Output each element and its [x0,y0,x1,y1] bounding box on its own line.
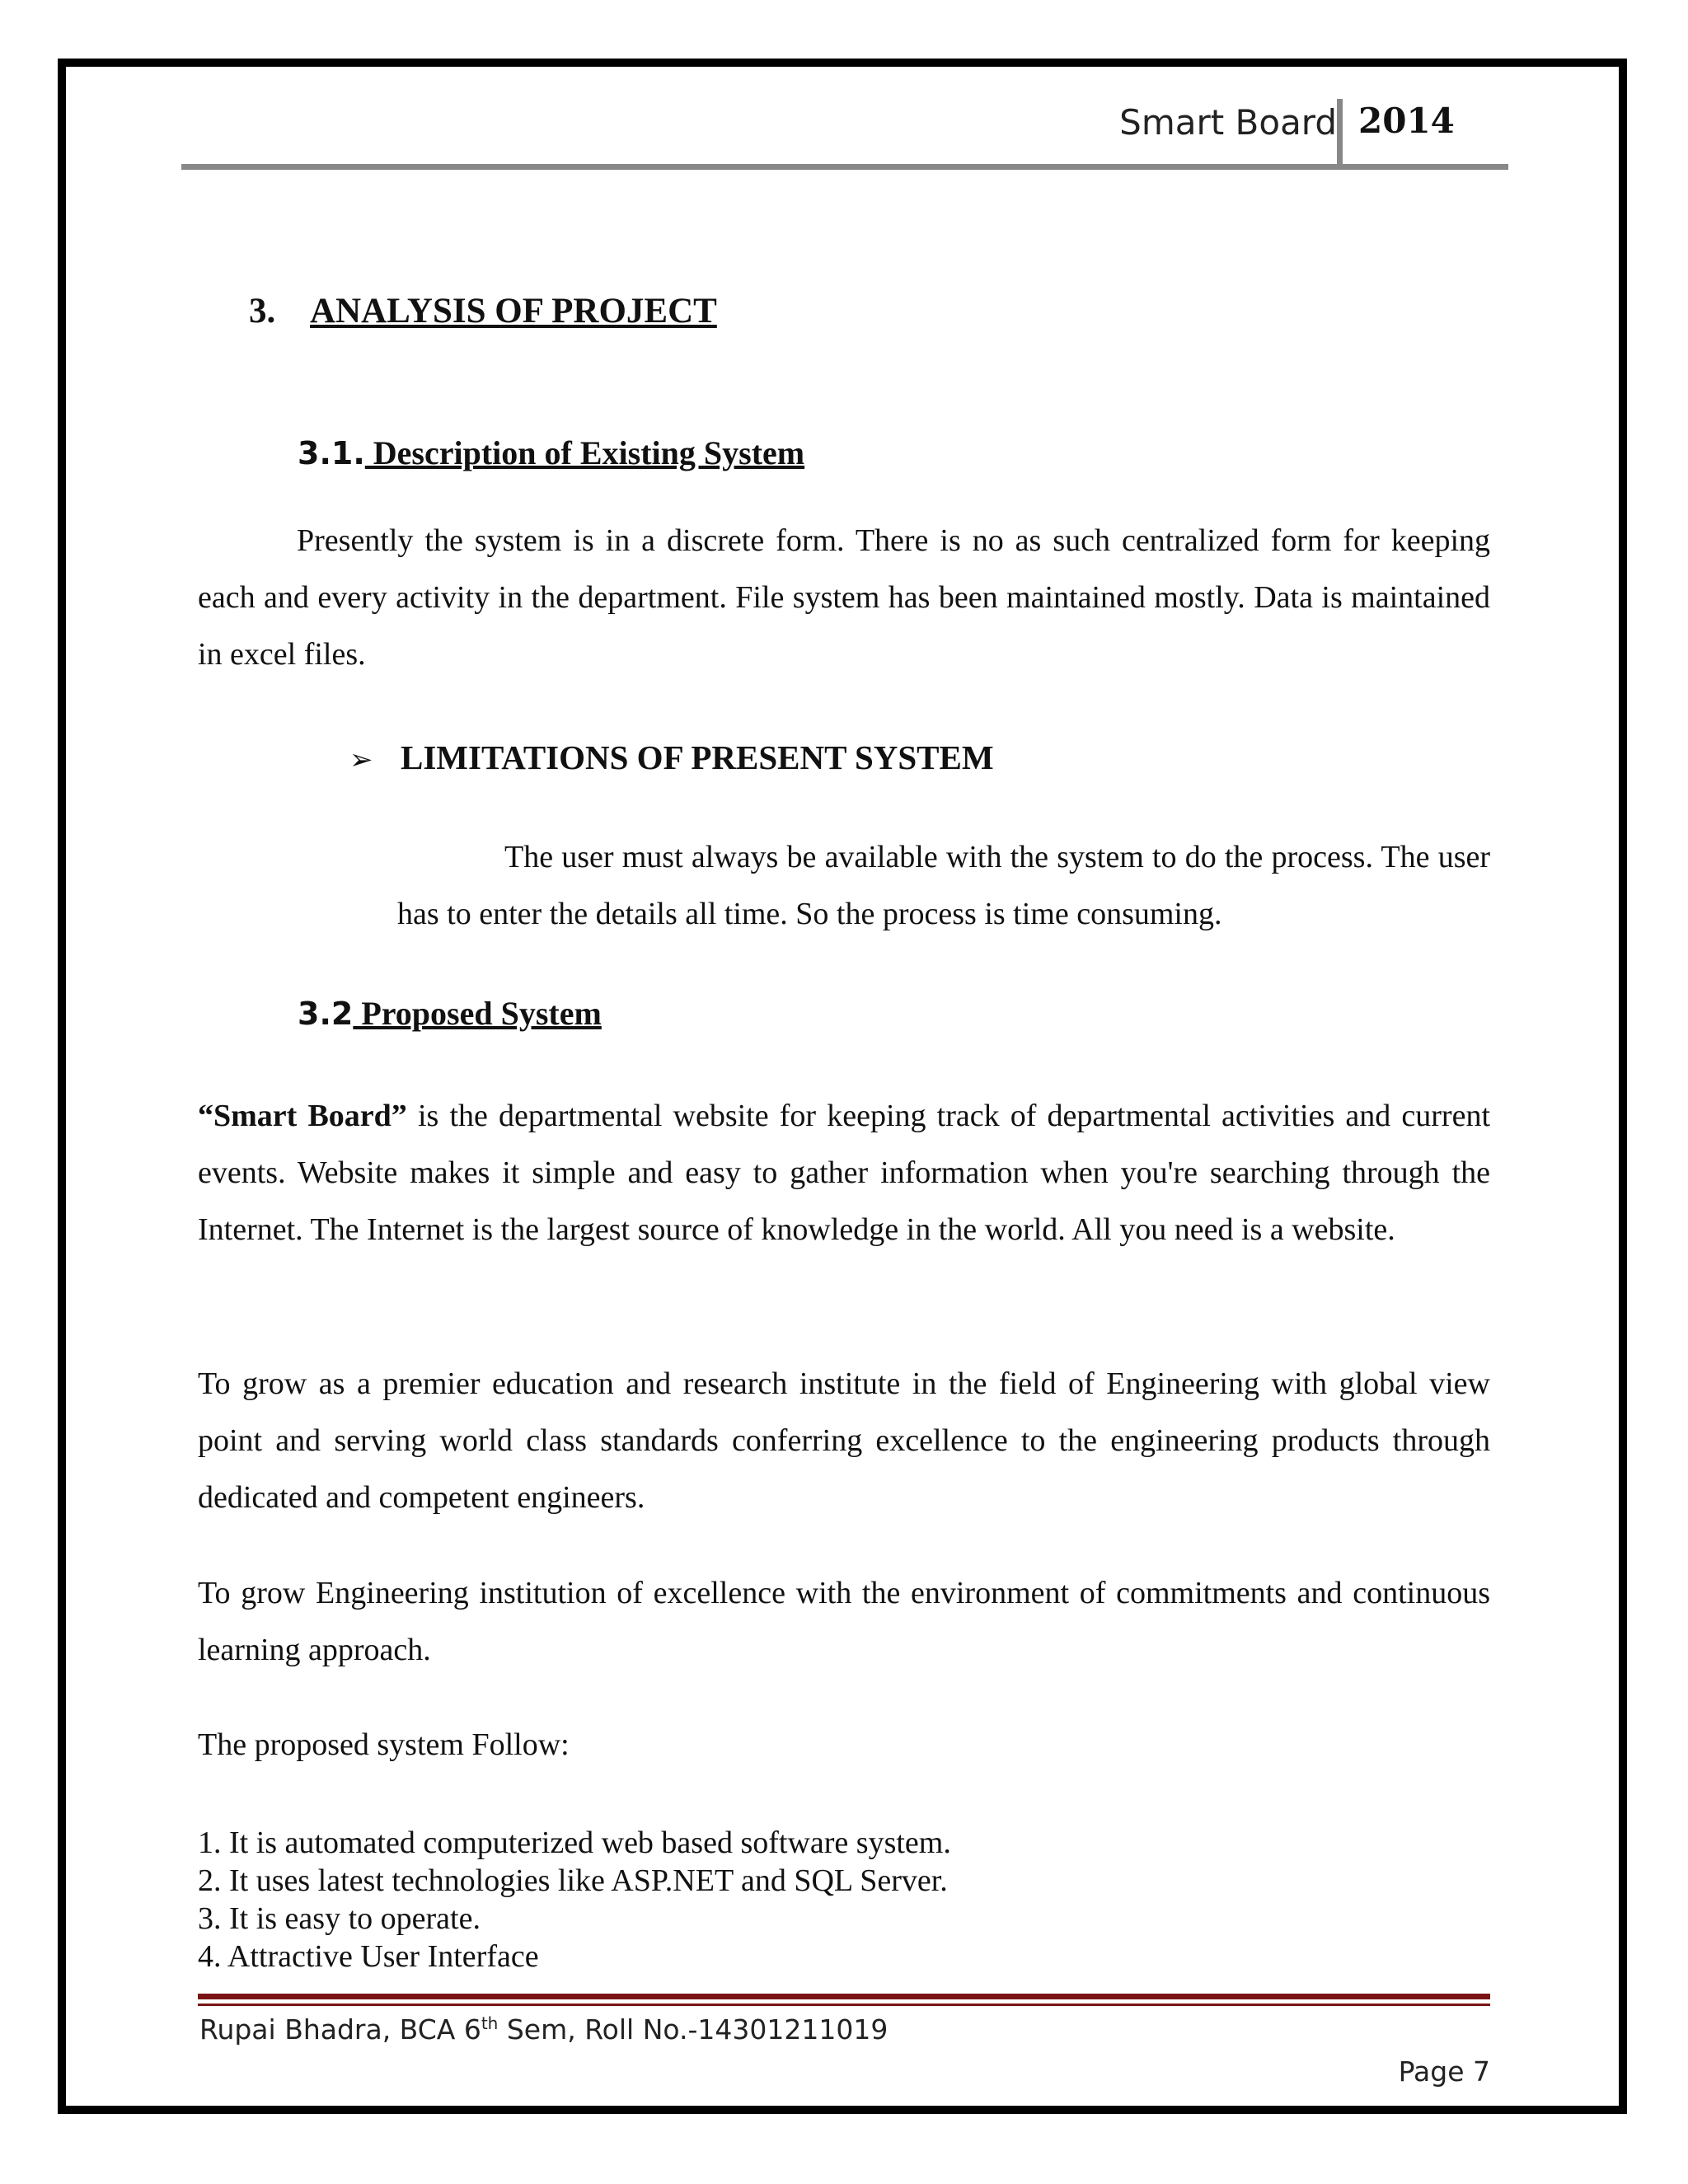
section-number: 3. [249,292,276,330]
footer-author-name: Rupai Bhadra, BCA 6 [199,2013,481,2046]
vision-paragraph: To grow as a premier education and research institute in the field of Engineering with global view point and serving world class standards conferring excellence to the engineering products through dedicated and competent engineers. [198,1366,1490,1515]
limitations-title: LIMITATIONS OF PRESENT SYSTEM [401,738,994,776]
arrow-bullet-icon: ➢ [349,743,373,776]
list-item: 3. It is easy to operate. [198,1901,481,1936]
subsection-number: 3.1. [298,435,365,471]
section-title: ANALYSIS OF PROJECT [310,292,717,330]
mission-paragraph: To grow Engineering institution of excellence with the environment of commitments and continuous learning approach. [198,1576,1490,1667]
footer-rule-thick [198,1994,1490,1999]
section-heading [249,290,717,333]
existing-system-paragraph: Presently the system is in a discrete form. There is no as such centralized form for keeping each and every activity in the department. File system has been maintained mostly. Data is maintained in excel files. [198,523,1490,672]
subsection-title: Proposed System [353,995,602,1032]
page-border [58,59,1627,2114]
proposed-intro-paragraph [198,1088,1490,1258]
limitations-paragraph: The user must always be available with the system to do the process. The user has to enter the details all time. So the process is time consuming. [397,840,1490,931]
list-item: 4. Attractive User Interface [198,1939,539,1974]
limitations-heading [349,738,994,778]
footer-author-superscript: th [481,2013,499,2033]
subsection-title: Description of Existing System [364,434,805,471]
header-rule [181,164,1508,170]
list-item: 1. It is automated computerized web based software system. [198,1825,951,1860]
footer-author-roll: Sem, Roll No.-14301211019 [498,2013,889,2046]
proposed-intro-text: is the departmental website for keeping track of departmental activities and current events. Website makes it simple and easy to gather information when you're searching through the Internet. The Internet is the largest source of knowledge in the world. All you need is a website. [198,1099,1490,1247]
subsection-heading-proposed [298,994,602,1033]
product-name: “Smart Board” [198,1099,407,1133]
list-item: 2. It uses latest technologies like ASP.NET and SQL Server. [198,1863,948,1898]
header-separator [1337,99,1343,166]
proposed-follow-label: The proposed system Follow: [198,1727,570,1762]
subsection-number: 3.2 [298,996,354,1032]
page-number: Page 7 [1398,2055,1490,2088]
header-title: Smart Board [1119,102,1337,143]
footer-author [199,2013,888,2046]
subsection-heading-existing [298,434,804,473]
footer-rule-thin [198,2004,1490,2006]
proposed-features-list [198,1824,951,1975]
header-year: 2014 [1358,101,1455,141]
